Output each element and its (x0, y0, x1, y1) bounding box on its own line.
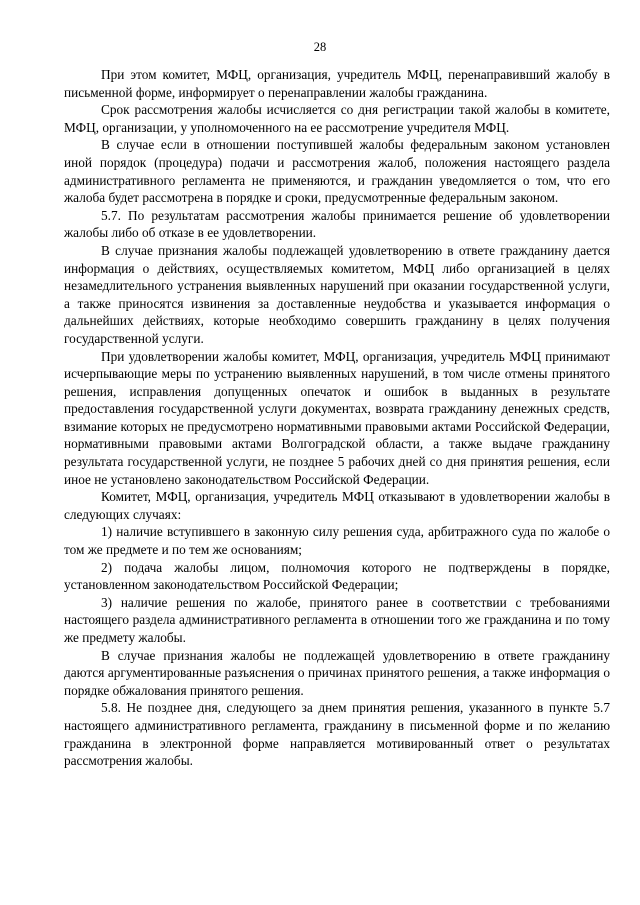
paragraph-complaint-satisfied-answer: В случае признания жалобы подлежащей удовлетворению в ответе гражданину дается информация о действиях, осуществляемых комитетом, МФЦ либо организацией в целях незамедлительного устранения выявленных нарушений при оказании государственной услуги, а также приносятся извинения за доставленные неудобства и указывается информация о дальнейших действиях, которые необходимо совершить гражданину в целях получения государственной услуги. (64, 242, 610, 346)
paragraph-section-5-8: 5.8. Не позднее дня, следующего за днем принятия решения, указанного в пункте 5.7 настоящего административного регламента, гражданину в письменной форме и по желанию гражданина в электронной форме направляется мотивированный ответ о результатах рассмотрения жалобы. (64, 700, 610, 769)
document-body (64, 66, 610, 770)
paragraph-review-term: Срок рассмотрения жалобы исчисляется со дня регистрации такой жалобы в комитете, МФЦ, организации, у уполномоченного на ее рассмотрение учредителя МФЦ. (64, 102, 610, 135)
paragraph-refusal-cases-intro: Комитет, МФЦ, организация, учредитель МФЦ отказывают в удовлетворении жалобы в следующих случаях: (64, 489, 610, 522)
list-item-previous-decision: 3) наличие решения по жалобе, принятого ранее в соответствии с требованиями настоящего раздела административного регламента в отношении того же гражданина и по тому же предмету жалобы. (64, 594, 610, 645)
page-number: 28 (313, 40, 327, 54)
paragraph-satisfaction-measures: При удовлетворении жалобы комитет, МФЦ, организация, учредитель МФЦ принимают исчерпывающие меры по устранению выявленных нарушений, в том числе отмены принятого решения, исправления допущенных опечаток и ошибок в выданных в результате предоставления государственной услуги документах, возврата гражданину денежных средств, взимание которых не предусмотрено нормативными правовыми актами Российской Федерации, нормативными правовыми актами Волгоградской области, а также выдаче гражданину результата государственной услуги, не позднее 5 рабочих дней со дня принятия решения, если иное не установлено законодательством Российской Федерации. (64, 348, 610, 487)
paragraph-federal-law-procedure: В случае если в отношении поступившей жалобы федеральным законом установлен иной порядок (процедура) подачи и рассмотрения жалоб, положения настоящего раздела административного регламента не применяются, и гражданин уведомляется о том, что его жалоба будет рассмотрена в порядке и сроки, предусмотренные федеральным законом. (64, 137, 610, 206)
paragraph-redirect-info: При этом комитет, МФЦ, организация, учредитель МФЦ, перенаправивший жалобу в письменной форме, информирует о перенаправлении жалобы гражданина. (64, 67, 610, 100)
paragraph-section-5-7: 5.7. По результатам рассмотрения жалобы принимается решение об удовлетворении жалобы либо об отказе в ее удовлетворении. (64, 207, 610, 241)
list-item-court-decision: 1) наличие вступившего в законную силу решения суда, арбитражного суда по жалобе о том же предмете и по тем же основаниям; (64, 524, 610, 558)
paragraph-complaint-rejected-answer: В случае признания жалобы не подлежащей удовлетворению в ответе гражданину даются аргументированные разъяснения о причинах принятого решения, а также информация о порядке обжалования принятого решения. (64, 647, 610, 698)
list-item-unconfirmed-authority: 2) подача жалобы лицом, полномочия которого не подтверждены в порядке, установленном законодательством Российской Федерации; (64, 559, 610, 593)
